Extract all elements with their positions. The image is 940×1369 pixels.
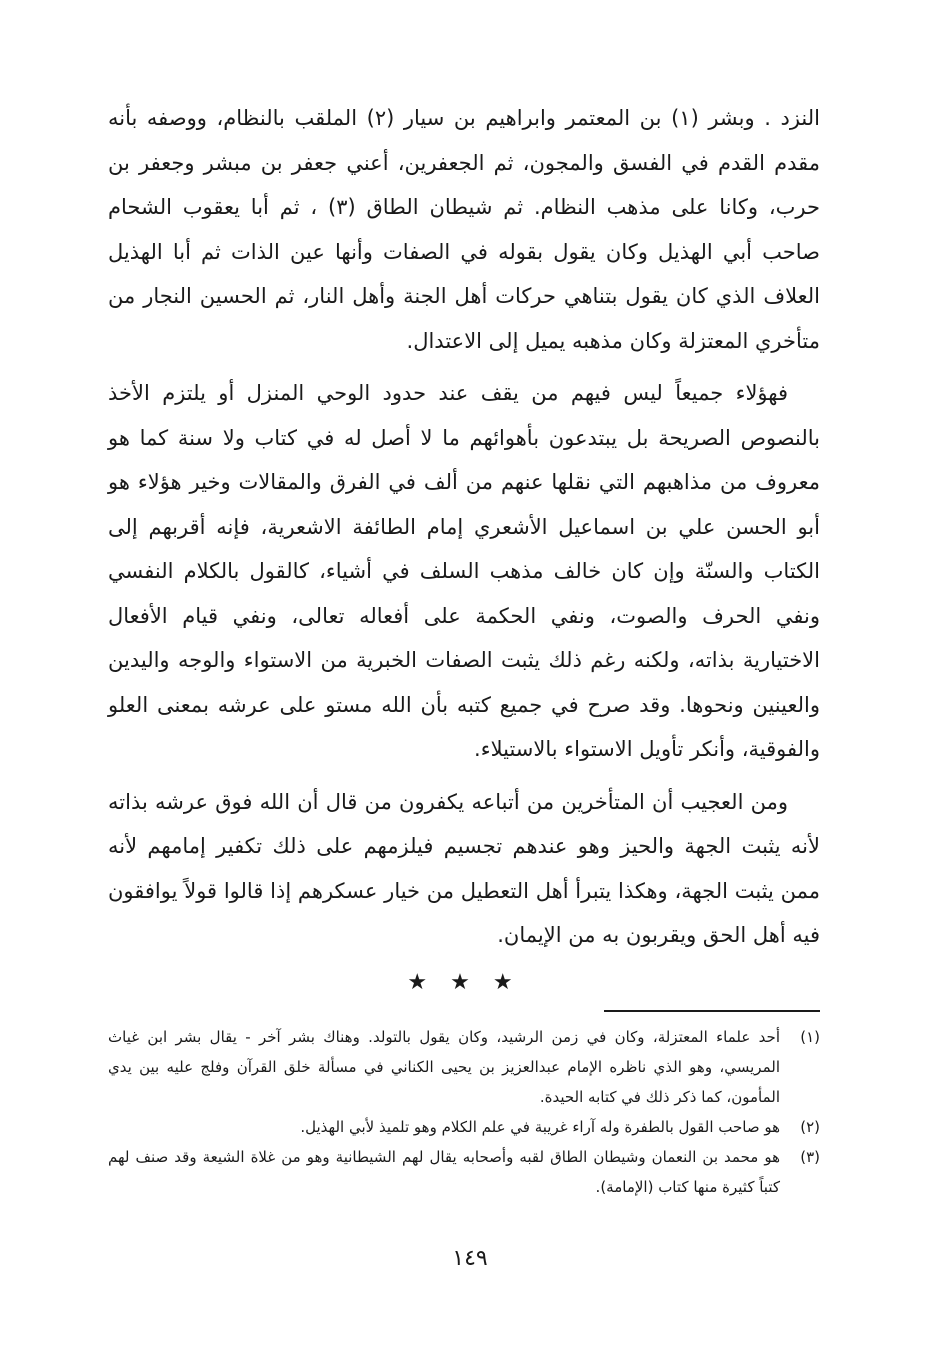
section-separator: ★ ★ ★ xyxy=(407,969,521,995)
footnote-text: أحد علماء المعتزلة، وكان في زمن الرشيد، وكان يقول بالتولد. وهناك بشر آخر - يقال بشر ابن غياث المريسي، وهو الذي ناظره الإمام عبدالعزيز بن يحيى الكناني في مسألة خلق القرآن وفلج عليه بين يدي المأمون، كما ذكر ذلك في كتابه الحيدة. xyxy=(108,1027,780,1106)
paragraph-2: فهؤلاء جميعاً ليس فيهم من يقف عند حدود الوحي المنزل أو يلتزم الأخذ بالنصوص الصريحة بل يبتدعون بأهوائهم ما لا أصل له في كتاب ولا سنة كما هو معروف من مذاهبهم التي نقلها عنهم من ألف في الفرق والمقالات وخير هؤلاء هو أبو الحسن علي بن اسماعيل الأشعري إمام الطائفة الاشعرية، فإنه أقربهم إلى الكتاب والسنّة وإن كان خالف مذهب السلف في أشياء، كالقول بالكلام النفسي ونفي الحرف والصوت، ونفي الحكمة على أفعاله تعالى، ونفي قيام الأفعال الاختيارية بذاته، ولكنه رغم ذلك يثبت الصفات الخبرية من الاستواء والوجه واليدين والعينين ونحوها. وقد صرح في جميع كتبه بأن الله مستو على عرشه بمعنى العلو والفوقية، وأنكر تأويل الاستواء بالاستيلاء. xyxy=(108,381,820,761)
footnote-text: هو محمد بن النعمان وشيطان الطاق لقبه وأصحابه يقال لهم الشيطانية وهو من غلاة الشيعة وقد صنف لهم كتباً كثيرة منها كتاب (الإمامة). xyxy=(108,1147,780,1196)
footnote-number: (٣) xyxy=(800,1147,820,1166)
footnote-number: (٢) xyxy=(800,1117,820,1136)
footnote-1 xyxy=(108,1022,820,1112)
footnote-3 xyxy=(108,1142,820,1202)
footnote-number: (١) xyxy=(800,1027,820,1046)
footnote-text: هو صاحب القول بالطفرة وله آراء غريبة في علم الكلام وهو تلميذ لأبي الهذيل. xyxy=(300,1117,780,1136)
footnote-2 xyxy=(108,1112,820,1142)
page-body xyxy=(108,96,820,1202)
footnotes xyxy=(108,1022,820,1202)
paragraph-1: النزد . وبشر (١) بن المعتمر وابراهيم بن سيار (٢) الملقب بالنظام، ووصفه بأنه مقدم القدم في الفسق والمجون، ثم الجعفرين، أعني جعفر بن مبشر وجعفر بن حرب، وكانا على مذهب النظام. ثم شيطان الطاق (٣) ، ثم أبا يعقوب الشحام صاحب أبي الهذيل وكان يقول بقوله في الصفات وأنها عين الذات ثم أبا الهذيل العلاف الذي كان يقول بتناهي حركات أهل الجنة وأهل النار، ثم الحسين النجار من متأخري المعتزلة وكان مذهبه يميل إلى الاعتدال. xyxy=(108,106,820,353)
footnote-rule xyxy=(604,1010,820,1012)
page-number: ١٤٩ xyxy=(452,1246,488,1271)
paragraph-3: ومن العجيب أن المتأخرين من أتباعه يكفرون من قال أن الله فوق عرشه بذاته لأنه يثبت الجهة والحيز وهو عندهم تجسيم فيلزمهم على ذلك تكفير إمامهم لأنه ممن يثبت الجهة، وهكذا يتبرأ أهل التعطيل من خيار عسكرهم إذا قالوا قولاً يوافقون فيه أهل الحق ويقربون به من الإيمان. xyxy=(108,789,820,947)
